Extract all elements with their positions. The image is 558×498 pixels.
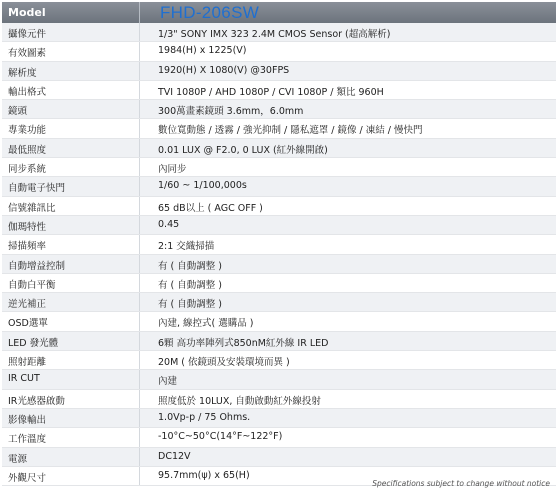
column-divider [139,42,140,60]
column-divider [139,409,140,427]
column-divider [139,197,140,215]
spec-value: 20M ( 依鏡頭及安裝環境而異 ) [158,357,290,369]
spec-label: 解析度 [8,67,37,79]
spec-value: 內建, 線控式( 選購品 ) [158,318,254,330]
column-divider [139,428,140,446]
spec-value: 95.7mm(ψ) x 65(H) [158,469,250,481]
spec-label: 同步系統 [8,164,47,176]
spec-value: 2:1 交織掃描 [158,241,215,253]
column-divider [139,235,140,253]
header-divider [139,2,140,23]
spec-label: 影像輸出 [8,414,47,426]
spec-label: 鏡頭 [8,106,28,118]
spec-row [2,158,556,177]
spec-row [2,42,556,61]
spec-label: 掃描頻率 [8,241,47,253]
spec-row [2,312,556,331]
spec-label: 逆光補正 [8,299,47,311]
column-divider [139,100,140,118]
spec-row [2,23,556,42]
spec-label: 工作溫度 [8,434,47,446]
column-divider [139,390,140,408]
spec-value: 1/60 ~ 1/100,000s [158,180,247,192]
spec-label: 自動電子快門 [8,183,66,195]
spec-label: 專業功能 [8,125,47,137]
spec-label: 輸出格式 [8,86,47,98]
spec-row [2,390,556,409]
spec-label: 信號雜訊比 [8,202,56,214]
spec-row [2,448,556,467]
spec-row [2,293,556,312]
spec-value: -10°C~50°C(14°F~122°F) [158,431,283,443]
column-divider [139,139,140,157]
spec-value: 300萬畫素鏡頭 3.6mm，6.0mm [158,106,304,118]
column-divider [139,119,140,137]
spec-label: 電源 [8,453,28,465]
spec-value: 1.0Vp-p / 75 Ohms. [158,411,251,423]
spec-value: 0.45 [158,218,180,230]
spec-label: IR光感器啟動 [8,395,65,407]
spec-row [2,139,556,158]
spec-table-header [2,2,556,24]
spec-value: 0.01 LUX @ F2.0, 0 LUX (紅外線開啟) [158,144,328,156]
spec-value: 內同步 [158,164,187,176]
column-divider [139,293,140,311]
spec-value: 數位寬動態 / 透霧 / 強光抑制 / 隱私遮罩 / 鏡像 / 凍結 / 慢快門 [158,125,423,137]
spec-row [2,274,556,293]
spec-label: 自動增益控制 [8,260,66,272]
spec-row [2,351,556,370]
column-divider [139,177,140,195]
spec-label: 外觀尺寸 [8,472,47,484]
spec-row [2,332,556,351]
spec-value: 1/3" SONY IMX 323 2.4M CMOS Sensor (超高解析) [158,29,391,40]
spec-row [2,119,556,138]
spec-label: 攝像元件 [8,29,47,40]
column-divider [139,158,140,176]
spec-value: 照度低於 10LUX, 自動啟動紅外線投射 [158,395,321,407]
spec-row [2,216,556,235]
column-divider [139,81,140,99]
column-divider [139,351,140,369]
spec-row [2,62,556,81]
spec-value: 65 dB以上 ( AGC OFF ) [158,202,263,214]
column-divider [139,62,140,80]
column-divider [139,370,140,388]
spec-label: 自動白平衡 [8,279,56,291]
disclaimer: Specifications subject to change without notice [372,479,550,488]
spec-row [2,100,556,119]
spec-label: IR CUT [8,373,40,385]
column-divider [139,216,140,234]
spec-row [2,177,556,196]
spec-row [2,409,556,428]
spec-value: 1984(H) x 1225(V) [158,45,247,57]
column-divider [139,274,140,292]
spec-value: 內建 [158,376,178,388]
spec-table-body [2,23,556,486]
column-divider [139,467,140,485]
column-divider [139,448,140,466]
column-divider [139,255,140,273]
spec-value: DC12V [158,450,191,462]
column-divider [139,312,140,330]
spec-row [2,197,556,216]
model-name: FHD-206SW [160,3,260,22]
spec-value: 有 ( 自動調整 ) [158,279,222,291]
spec-value: 有 ( 自動調整 ) [158,299,222,311]
spec-row [2,255,556,274]
column-divider [139,332,140,350]
header-label: Model [8,6,46,19]
spec-value: 6顆 高功率陣列式850nM紅外線 IR LED [158,337,329,349]
spec-label: 最低照度 [8,144,47,156]
spec-row [2,370,556,389]
column-divider [139,23,140,41]
spec-row [2,81,556,100]
spec-label: 有效圖素 [8,48,47,60]
spec-value: 1920(H) X 1080(V) @30FPS [158,64,290,76]
spec-value: TVI 1080P / AHD 1080P / CVI 1080P / 類比 960H [158,86,384,98]
spec-label: 伽瑪特性 [8,221,47,233]
spec-value: 有 ( 自動調整 ) [158,260,222,272]
spec-label: 照射距離 [8,357,47,369]
spec-label: LED 發光體 [8,337,59,349]
spec-row [2,235,556,254]
spec-label: OSD選單 [8,318,48,330]
spec-row [2,428,556,447]
